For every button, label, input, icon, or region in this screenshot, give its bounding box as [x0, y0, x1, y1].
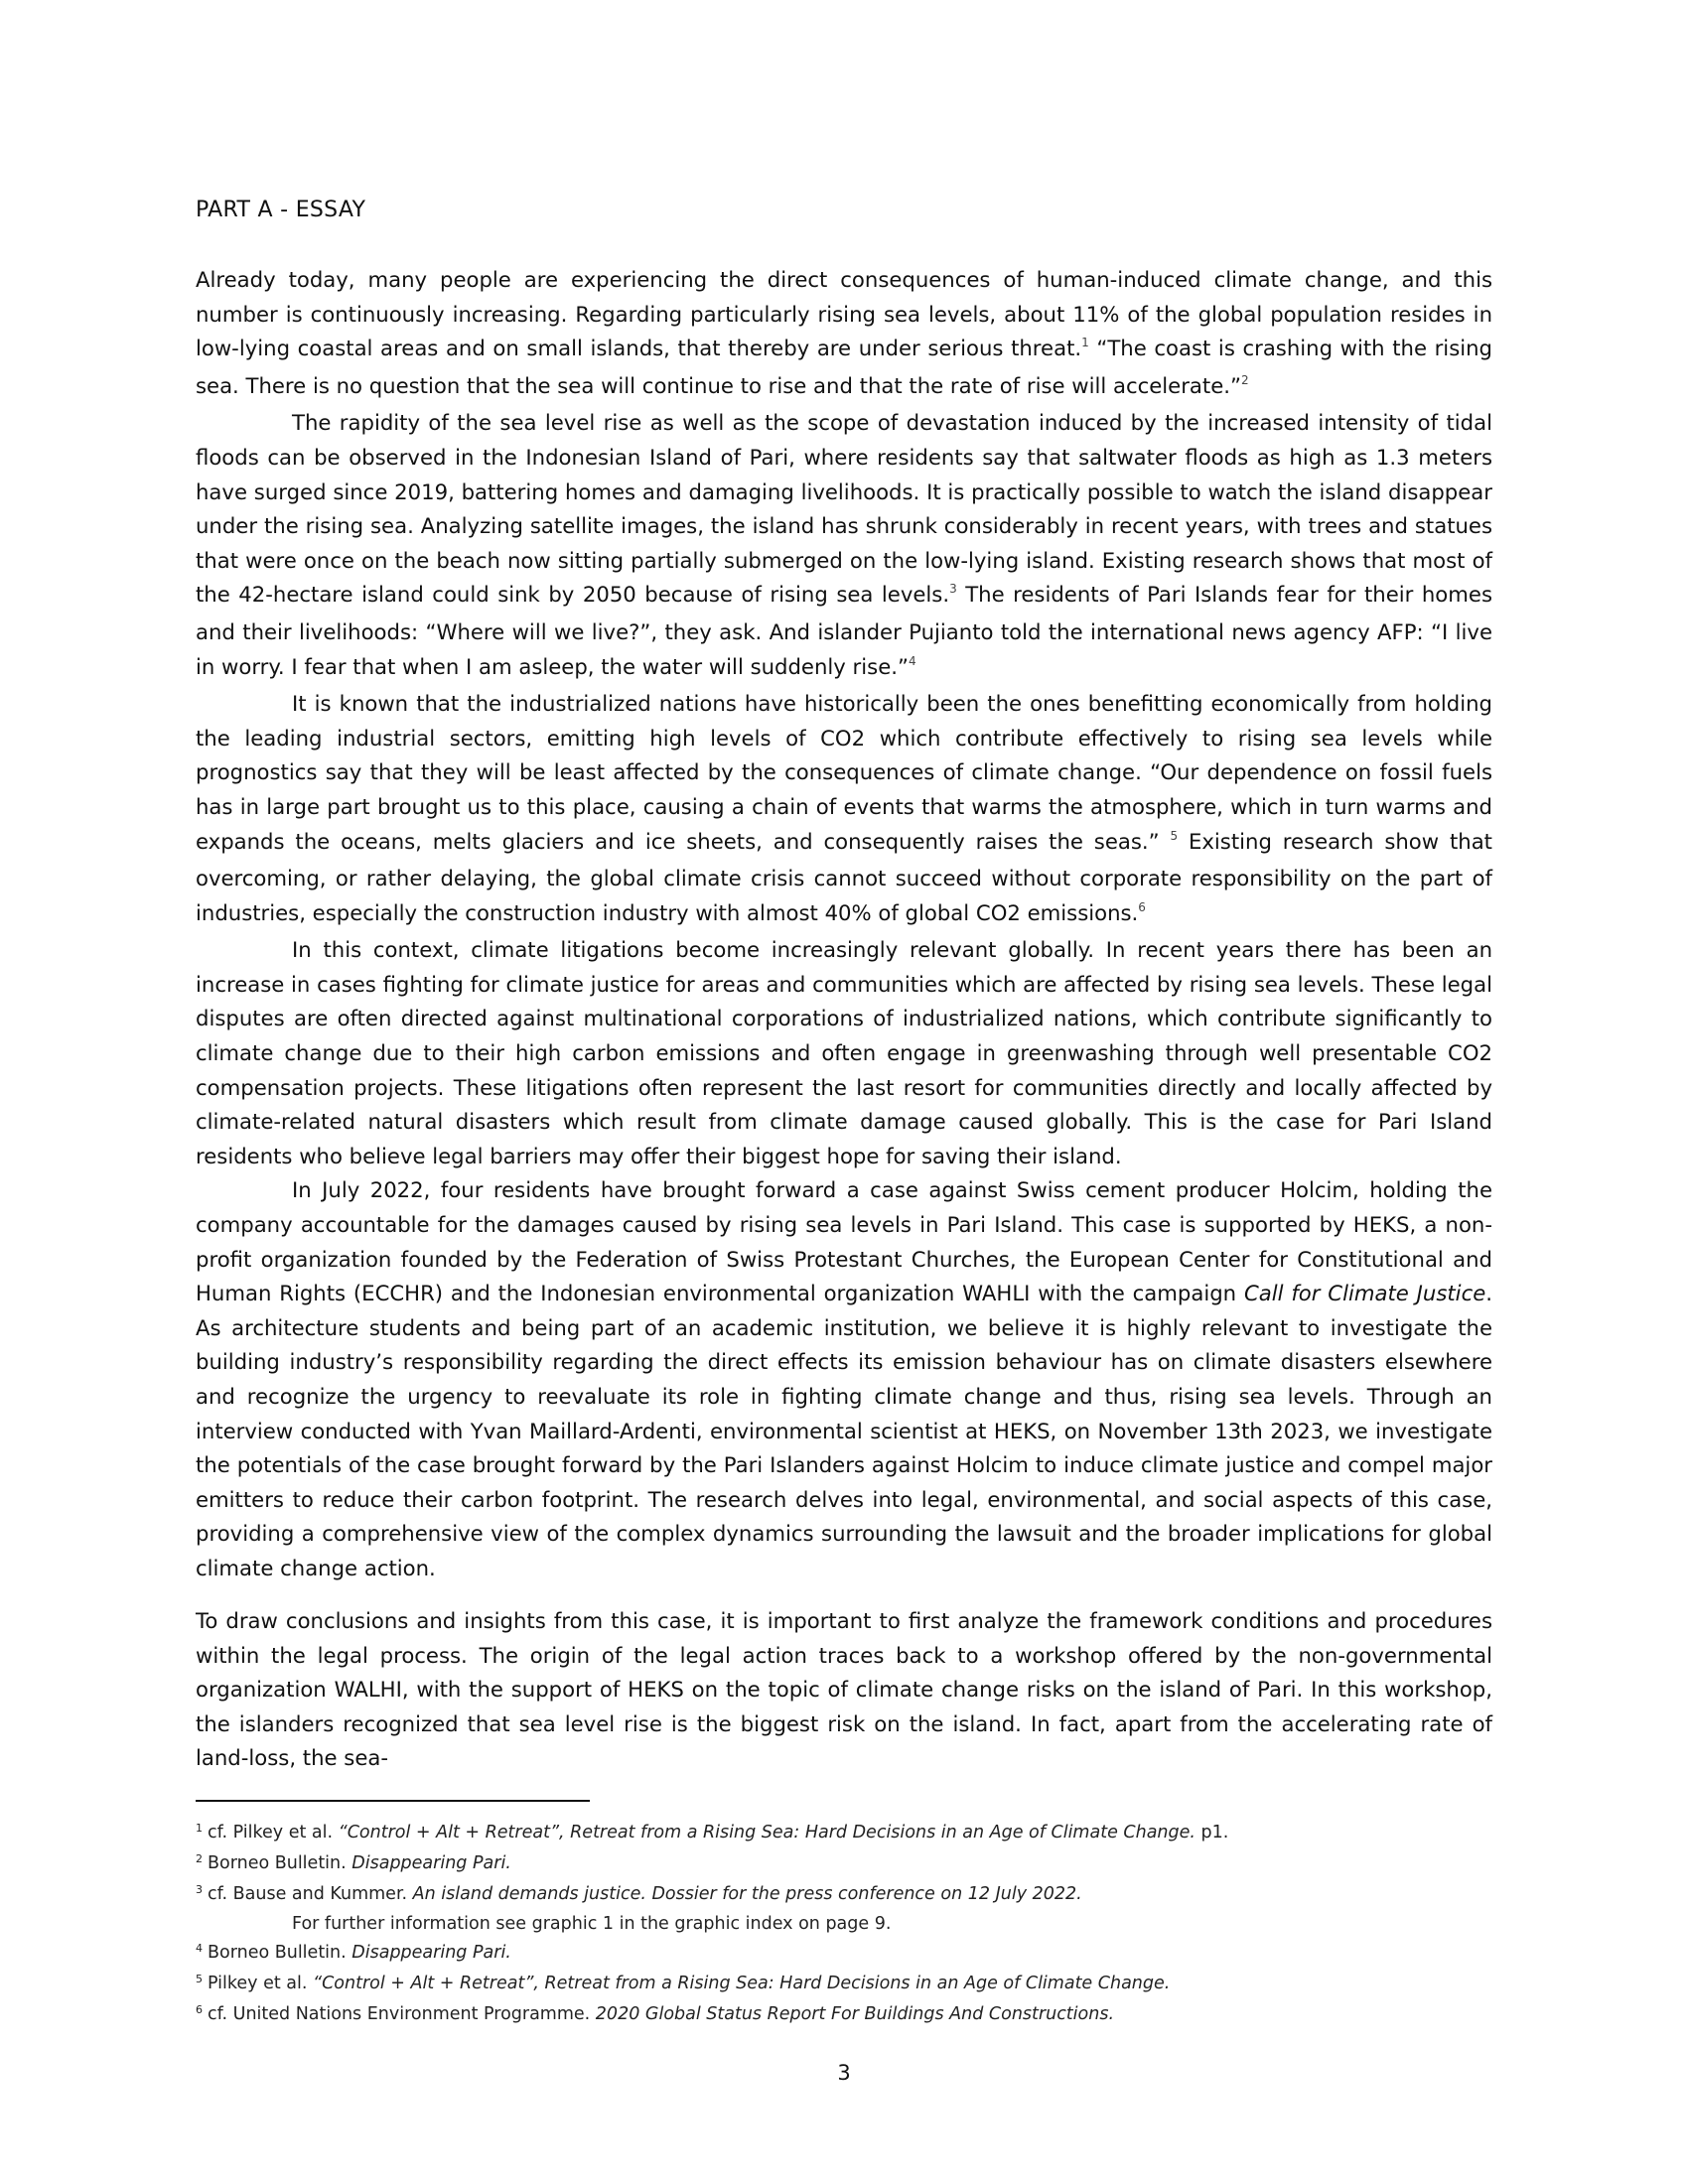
footnote-suffix: p1.	[1195, 1823, 1229, 1843]
footnote-title: Disappearing Pari.	[352, 1943, 511, 1964]
section-heading: PART A - ESSAY	[196, 198, 366, 222]
footnote-source: cf. United Nations Environment Programme.	[208, 2003, 596, 2024]
footnote-continuation-text: For further information see graphic 1 in the graphic index on page 9.	[292, 1914, 892, 1935]
footnote-number: 1	[196, 1822, 203, 1835]
paragraph-text: It is known that the industrialized nations have historically been the ones benefitting economically from holding the leading industrial sectors, emitting high levels of CO2 which contribute effectively to rising sea levels while prognostics say that they will be least affected by the consequences of climate change. “Our dependence on fossil fuels has in large part brought us to this place, causing a chain of events that warms the atmosphere, which in turn warms and expands the oceans, melts glaciers and ice sheets, and consequently raises the seas.”	[196, 691, 1492, 854]
paragraph-pari-island	[196, 406, 1492, 687]
paragraph-text: The residents of Pari Islands fear for their homes and their livelihoods: “Where will we live?”, they ask. And islander Pujianto told the international news agency AFP: “I live in worry. I fear that when I am asleep, the water will suddenly rise.”	[196, 582, 1492, 679]
footnote-number: 5	[196, 1972, 203, 1985]
footnote	[196, 1880, 1492, 1911]
paragraph-text: “The coast is crashing with the rising sea. There is no question that the sea will continue to rise and that the rate of rise will accelerate.”	[196, 336, 1492, 398]
footnote-title: “Control + Alt + Retreat”, Retreat from a Rising Sea: Hard Decisions in an Age of Climate Change.	[313, 1973, 1171, 1993]
paragraph-legal-process: To draw conclusions and insights from this case, it is important to first analyze the framework conditions and procedures within the legal process. The origin of the legal action traces back to a workshop offered by the non-governmental organization WALHI, with the support of HEKS on the topic of climate change risks on the island of Pari. In this workshop, the islanders recognized that sea level rise is the biggest risk on the island. In fact, apart from the accelerating rate of land-loss, the sea-	[196, 1608, 1492, 1771]
footnote-title: Disappearing Pari.	[352, 1852, 511, 1873]
footnote-number: 3	[196, 1882, 203, 1896]
footnote-source: Borneo Bulletin.	[208, 1852, 352, 1873]
footnote-ref[interactable]: 4	[908, 653, 916, 668]
footnote-source: cf. Bause and Kummer.	[208, 1883, 413, 1904]
footnote	[196, 2000, 1492, 2031]
paragraph-text: Already today, many people are experiencing the direct consequences of human-induced climate change, and this number is continuously increasing. Regarding particularly rising sea levels, about 11% of the global population resides in low-lying coastal areas and on small islands, that thereby are under serious threat.	[196, 267, 1492, 361]
footnote-number: 4	[196, 1942, 203, 1956]
footnote-divider	[196, 1800, 590, 1802]
footnote-ref[interactable]: 3	[949, 582, 957, 597]
footnote-ref[interactable]: 5	[1170, 828, 1179, 843]
footnote-source: cf. Pilkey et al.	[208, 1823, 339, 1843]
footnote-ref[interactable]: 1	[1081, 336, 1089, 350]
paragraph-intro	[196, 263, 1492, 406]
footnote-source: Borneo Bulletin.	[208, 1943, 352, 1964]
paragraph-text: The rapidity of the sea level rise as well as the scope of devastation induced by the increased intensity of tidal floods can be observed in the Indonesian Island of Pari, where residents say that saltwater floods as high as 1.3 meters have surged since 2019, battering homes and damaging livelihoods. It is practically possible to watch the island disappear under the rising sea. Analyzing satellite images, the island has shrunk considerably in recent years, with trees and statues that were once on the beach now sitting partially submerged on the low-lying island. Existing research shows that most of the 42-hectare island could sink by 2050 because of rising sea levels.	[196, 410, 1492, 608]
footnote-title: An island demands justice. Dossier for the press conference on 12 July 2022.	[412, 1883, 1082, 1904]
footnote-source: Pilkey et al.	[208, 1973, 313, 1993]
footnote-ref[interactable]: 6	[1138, 899, 1146, 914]
paragraph-industrialized-nations	[196, 687, 1492, 933]
footnote	[196, 1939, 1492, 1970]
footnote-continuation	[196, 1910, 1492, 1939]
page-number: 3	[837, 2061, 851, 2085]
footnote-number: 2	[196, 1851, 203, 1865]
paragraph-climate-litigations: In this context, climate litigations become increasingly relevant globally. In recent years there has been an increase in cases fighting for climate justice for areas and communities which are affected by rising sea levels. These legal disputes are often directed against multinational corporations of industrialized nations, which contribute significantly to climate change due to their high carbon emissions and often engage in greenwashing through well presentable CO2 compensation projects. These litigations often represent the last resort for communities directly and locally affected by climate-related natural disasters which result from climate damage caused globally. This is the case for Pari Island residents who believe legal barriers may offer their biggest hope for saving their island.	[196, 937, 1492, 1168]
paragraph-text: Existing research show that overcoming, or rather delaying, the global climate crisis cannot succeed without corporate responsibility on the part of industries, especially the construction industry with almost 40% of global CO2 emissions.	[196, 828, 1492, 925]
footnote-title: “Control + Alt + Retreat”, Retreat from a Rising Sea: Hard Decisions in an Age of Climate Change.	[338, 1823, 1196, 1843]
footnote-title: 2020 Global Status Report For Buildings And Constructions.	[595, 2003, 1115, 2024]
analysis-section	[196, 1604, 1492, 1776]
paragraph-text: . As architecture students and being part of an academic institution, we believe it is highly relevant to investigate the building industry’s responsibility regarding the direct effects its emission behaviour has on climate disasters elsewhere and recognize the urgency to reevaluate its role in fighting climate change and thus, rising sea levels. Through an interview conducted with Yvan Maillard-Ardenti, environmental scientist at HEKS, on November 13th 2023, we investigate the potentials of the case brought forward by the Pari Islanders against Holcim to induce climate justice and compel major emitters to reduce their carbon footprint. The research delves into legal, environmental, and social aspects of this case, providing a comprehensive view of the complex dynamics surrounding the lawsuit and the broader implications for global climate change action.	[196, 1281, 1492, 1580]
footnote-number: 6	[196, 2002, 203, 2016]
footnotes	[196, 1819, 1492, 2031]
essay-section	[196, 263, 1492, 1586]
footnote	[196, 1849, 1492, 1880]
paragraph-text: In July 2022, four residents have brought forward a case against Swiss cement producer Holcim, holding the company accountable for the damages caused by rising sea levels in Pari Island. This case is supported by HEKS, a non-profit organization founded by the Federation of Swiss Protestant Churches, the European Center for Constitutional and Human Rights (ECCHR) and the Indonesian environmental organization WAHLI with the campaign	[196, 1177, 1492, 1306]
paragraph-holcim-case	[196, 1173, 1492, 1585]
footnote	[196, 1819, 1492, 1849]
footnote-ref[interactable]: 2	[1240, 372, 1249, 387]
campaign-name: Call for Climate Justice	[1243, 1281, 1486, 1306]
footnote	[196, 1970, 1492, 2000]
